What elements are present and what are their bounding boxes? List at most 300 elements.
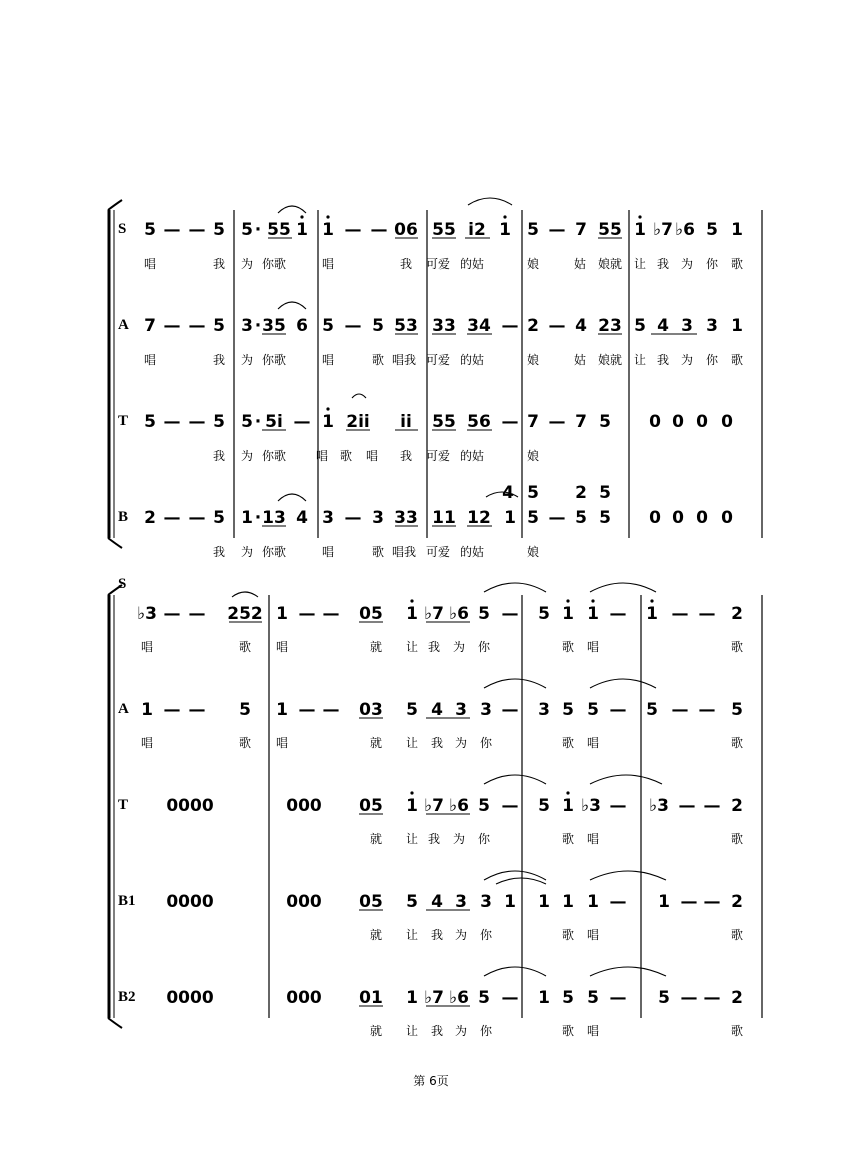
lyric: 我 xyxy=(430,736,444,750)
note: 4 xyxy=(431,700,443,720)
lyric: 唱 xyxy=(143,353,157,367)
lyric: 为 xyxy=(452,832,466,846)
note: 7 xyxy=(144,316,156,336)
lyric: 唱我 xyxy=(391,545,417,559)
note: 5 xyxy=(527,508,539,528)
note: 5 xyxy=(731,700,743,720)
note: — xyxy=(609,796,627,816)
lyric: 我 xyxy=(427,832,441,846)
note: 0 xyxy=(672,508,684,528)
note: 1 xyxy=(322,412,334,432)
octave-dot xyxy=(566,791,569,794)
note: 5 xyxy=(478,604,490,624)
note: 1 xyxy=(406,988,418,1008)
lyric: 我 xyxy=(212,257,226,271)
lyric: 就 xyxy=(369,928,383,942)
note: 5 xyxy=(706,220,718,240)
note: 5 xyxy=(213,316,225,336)
note: 7 xyxy=(575,412,587,432)
note: — xyxy=(344,220,362,240)
note: 3 xyxy=(241,316,253,336)
note: 2 xyxy=(144,508,156,528)
note: ♭6 xyxy=(449,796,469,816)
lyric: 唱 xyxy=(140,736,154,750)
lyric: 你 xyxy=(477,832,491,846)
lyric: 为 xyxy=(240,353,254,367)
note: 55 xyxy=(598,220,622,240)
lyric: 唱 xyxy=(586,736,600,750)
slur xyxy=(590,583,656,592)
lyric: 歌 xyxy=(371,353,385,367)
note: 01 xyxy=(359,988,383,1008)
note: 53 xyxy=(394,316,418,336)
note: 23 xyxy=(598,316,622,336)
lyric: 为 xyxy=(240,449,254,463)
lyric: 的姑 xyxy=(459,545,485,559)
note: 3 xyxy=(455,700,467,720)
octave-dot xyxy=(300,215,303,218)
lyric: 唱 xyxy=(586,1024,600,1038)
note: 33 xyxy=(394,508,418,528)
octave-dot xyxy=(638,215,641,218)
note: 3 xyxy=(322,508,334,528)
note: 0000 xyxy=(166,892,214,912)
note: · xyxy=(254,508,262,528)
note: 3 xyxy=(480,700,492,720)
note: — xyxy=(698,700,716,720)
lyric: 歌 xyxy=(561,1024,575,1038)
note: 35 xyxy=(262,316,286,336)
note: — xyxy=(703,796,721,816)
note: 1 xyxy=(634,220,646,240)
upper-note: 2 xyxy=(575,483,587,503)
note: ♭6 xyxy=(675,220,695,240)
note: 05 xyxy=(359,604,383,624)
note: 5 xyxy=(213,508,225,528)
slur xyxy=(278,494,306,501)
lyric: 让 xyxy=(633,353,647,367)
note: 0 xyxy=(721,412,733,432)
lyric: 娘 xyxy=(526,449,540,463)
note: 2 xyxy=(527,316,539,336)
note: 1 xyxy=(276,604,288,624)
note: 55 xyxy=(267,220,291,240)
note: 000 xyxy=(286,796,322,816)
lyric: 的姑 xyxy=(459,449,485,463)
lyric: 可爱 xyxy=(425,353,451,367)
note: 000 xyxy=(286,988,322,1008)
lyric: 唱 xyxy=(140,640,154,654)
lyric: 唱 xyxy=(275,736,289,750)
upper-note: 4 xyxy=(502,483,514,503)
lyric: 姑 xyxy=(573,257,587,271)
lyric: 就 xyxy=(369,640,383,654)
lyric: 我 xyxy=(430,928,444,942)
note: 5 xyxy=(406,700,418,720)
note: 5 xyxy=(646,700,658,720)
part-label-B1: B1 xyxy=(118,893,136,909)
bracket-bottom-hook xyxy=(108,1018,122,1028)
note: ♭6 xyxy=(449,988,469,1008)
slur xyxy=(590,967,666,976)
note: 0 xyxy=(721,508,733,528)
note: — xyxy=(501,796,519,816)
lyric: 你 xyxy=(479,1024,493,1038)
lyric: 唱 xyxy=(143,257,157,271)
lyric: 歌 xyxy=(730,257,744,271)
lyric: 你 xyxy=(479,736,493,750)
note: — xyxy=(501,604,519,624)
slur xyxy=(590,679,656,688)
note: — xyxy=(298,604,316,624)
note: — xyxy=(163,700,181,720)
note: 1 xyxy=(141,700,153,720)
lyric: 歌 xyxy=(730,1024,744,1038)
lyric: 为 xyxy=(454,928,468,942)
lyric: 让 xyxy=(633,257,647,271)
note: 3 xyxy=(455,892,467,912)
lyric: 娘就 xyxy=(597,257,623,271)
note: ♭7 xyxy=(424,604,444,624)
octave-dot xyxy=(410,599,413,602)
note: 2 xyxy=(731,604,743,624)
lyric: 唱 xyxy=(321,353,335,367)
lyric: 为 xyxy=(454,736,468,750)
note: 0 xyxy=(672,412,684,432)
lyric: 唱 xyxy=(321,545,335,559)
lyric: 歌 xyxy=(730,640,744,654)
note: — xyxy=(322,604,340,624)
note: ♭7 xyxy=(424,796,444,816)
lyric: 我 xyxy=(656,257,670,271)
note: 0 xyxy=(696,508,708,528)
upper-note: 5 xyxy=(527,483,539,503)
note: — xyxy=(188,604,206,624)
lyric: 让 xyxy=(405,832,419,846)
part-label-T: T xyxy=(118,797,129,813)
note: 5 xyxy=(562,700,574,720)
note: — xyxy=(501,412,519,432)
lyric: 歌 xyxy=(561,928,575,942)
note: 0 xyxy=(649,508,661,528)
note: — xyxy=(163,316,181,336)
note: 1 xyxy=(587,892,599,912)
lyric: 歌 xyxy=(730,832,744,846)
note: 12 xyxy=(467,508,491,528)
note: 1 xyxy=(562,604,574,624)
note: i2 xyxy=(468,220,486,240)
note: 5 xyxy=(478,988,490,1008)
note: 0000 xyxy=(166,796,214,816)
lyric: 为 xyxy=(240,545,254,559)
note: — xyxy=(188,508,206,528)
note: 5 xyxy=(241,412,253,432)
note: — xyxy=(609,892,627,912)
lyric: 我 xyxy=(212,545,226,559)
upper-note: 5 xyxy=(599,483,611,503)
lyric: 你 xyxy=(705,257,719,271)
part-label-B2: B2 xyxy=(118,989,136,1005)
note: — xyxy=(609,988,627,1008)
lyric: 为 xyxy=(680,353,694,367)
note: 5 xyxy=(527,220,539,240)
note: 5 xyxy=(599,412,611,432)
octave-dot xyxy=(326,407,329,410)
lyric: 娘 xyxy=(526,257,540,271)
lyric: 为 xyxy=(680,257,694,271)
note: 3 xyxy=(372,508,384,528)
note: 4 xyxy=(575,316,587,336)
lyric: 歌 xyxy=(730,353,744,367)
note: 1 xyxy=(499,220,511,240)
note: 1 xyxy=(406,604,418,624)
lyric: 可爱 xyxy=(425,545,451,559)
note: 5 xyxy=(406,892,418,912)
note: 4 xyxy=(431,892,443,912)
note: — xyxy=(344,508,362,528)
note: · xyxy=(254,412,262,432)
note: ♭3 xyxy=(137,604,157,624)
note: — xyxy=(163,412,181,432)
lyric: 就 xyxy=(369,736,383,750)
slur xyxy=(590,871,666,880)
octave-dot xyxy=(410,791,413,794)
note: ii xyxy=(400,412,412,432)
note: — xyxy=(548,412,566,432)
lyric: 歌 xyxy=(238,640,252,654)
note: 1 xyxy=(504,508,516,528)
lyric: 歌 xyxy=(561,832,575,846)
lyric: 歌 xyxy=(730,736,744,750)
note: 1 xyxy=(587,604,599,624)
note: 3 xyxy=(706,316,718,336)
note: 0 xyxy=(696,412,708,432)
note: 1 xyxy=(731,316,743,336)
note: ♭3 xyxy=(649,796,669,816)
lyric: 可爱 xyxy=(425,449,451,463)
note: 1 xyxy=(562,796,574,816)
note: 5 xyxy=(144,412,156,432)
lyric: 可爱 xyxy=(425,257,451,271)
lyric: 唱 xyxy=(586,640,600,654)
note: 2 xyxy=(731,988,743,1008)
note: 5 xyxy=(587,700,599,720)
lyric: 歌 xyxy=(238,736,252,750)
note: — xyxy=(293,412,311,432)
note: — xyxy=(188,700,206,720)
lyric: 唱 xyxy=(315,449,329,463)
note: 5 xyxy=(575,508,587,528)
note: — xyxy=(501,700,519,720)
lyric: 让 xyxy=(405,928,419,942)
note: 5 xyxy=(599,508,611,528)
lyric: 我 xyxy=(212,353,226,367)
octave-dot xyxy=(650,599,653,602)
note: ♭7 xyxy=(653,220,673,240)
lyric: 娘就 xyxy=(597,353,623,367)
bracket-bottom-hook xyxy=(108,538,122,548)
slur xyxy=(496,878,546,884)
note: 5 xyxy=(478,796,490,816)
note: 252 xyxy=(227,604,263,624)
page-number: 第 6页 xyxy=(413,1074,449,1088)
note: 5 xyxy=(322,316,334,336)
note: 11 xyxy=(432,508,456,528)
note: 7 xyxy=(527,412,539,432)
lyric: 我 xyxy=(212,449,226,463)
lyric: 娘 xyxy=(526,353,540,367)
lyric: 的姑 xyxy=(459,257,485,271)
note: 2 xyxy=(731,796,743,816)
note: — xyxy=(163,220,181,240)
note: ♭3 xyxy=(581,796,601,816)
note: — xyxy=(370,220,388,240)
slur xyxy=(484,967,546,976)
lyric: 你歌 xyxy=(261,257,287,271)
note: — xyxy=(680,892,698,912)
note: 2ii xyxy=(346,412,370,432)
note: 3 xyxy=(538,700,550,720)
slur xyxy=(484,583,546,592)
note: ♭6 xyxy=(449,604,469,624)
note: 4 xyxy=(657,316,669,336)
note: 5 xyxy=(538,604,550,624)
note: 05 xyxy=(359,892,383,912)
note: 33 xyxy=(432,316,456,336)
part-label-T: T xyxy=(118,413,129,429)
lyric: 你歌 xyxy=(261,449,287,463)
slur xyxy=(278,206,306,213)
note: 13 xyxy=(262,508,286,528)
lyric: 你歌 xyxy=(261,545,287,559)
note: — xyxy=(322,700,340,720)
lyric: 我 xyxy=(427,640,441,654)
part-label-A: A xyxy=(118,317,129,333)
note: — xyxy=(698,604,716,624)
lyric: 为 xyxy=(454,1024,468,1038)
note: 1 xyxy=(562,892,574,912)
note: 5 xyxy=(538,796,550,816)
note: 000 xyxy=(286,892,322,912)
note: — xyxy=(548,508,566,528)
note: — xyxy=(501,316,519,336)
lyric: 就 xyxy=(369,832,383,846)
note: 1 xyxy=(658,892,670,912)
lyric: 你 xyxy=(705,353,719,367)
note: 5 xyxy=(213,220,225,240)
note: 5 xyxy=(372,316,384,336)
lyric: 歌 xyxy=(371,545,385,559)
note: 0000 xyxy=(166,988,214,1008)
note: — xyxy=(703,988,721,1008)
note: 1 xyxy=(538,892,550,912)
part-label-B: B xyxy=(118,509,129,525)
note: — xyxy=(678,796,696,816)
note: — xyxy=(609,604,627,624)
note: — xyxy=(188,220,206,240)
note: — xyxy=(680,988,698,1008)
note: · xyxy=(254,220,262,240)
note: — xyxy=(298,700,316,720)
octave-dot xyxy=(326,215,329,218)
lyric: 唱我 xyxy=(391,353,417,367)
note: 5 xyxy=(241,220,253,240)
lyric: 你歌 xyxy=(261,353,287,367)
note: — xyxy=(501,988,519,1008)
lyric: 让 xyxy=(405,640,419,654)
octave-dot xyxy=(566,599,569,602)
part-label-A: A xyxy=(118,701,129,717)
note: — xyxy=(188,412,206,432)
lyric: 就 xyxy=(369,1024,383,1038)
note: 06 xyxy=(394,220,418,240)
note: · xyxy=(254,316,262,336)
note: 1 xyxy=(241,508,253,528)
lyric: 歌 xyxy=(561,736,575,750)
lyric: 唱 xyxy=(275,640,289,654)
note: — xyxy=(671,700,689,720)
note: 1 xyxy=(296,220,308,240)
note: 3 xyxy=(681,316,693,336)
lyric: 唱 xyxy=(586,832,600,846)
lyric: 的姑 xyxy=(459,353,485,367)
octave-dot xyxy=(503,215,506,218)
note: — xyxy=(188,316,206,336)
slur xyxy=(590,775,662,784)
note: 5 xyxy=(213,412,225,432)
note: 5i xyxy=(265,412,283,432)
note: 5 xyxy=(239,700,251,720)
note: 7 xyxy=(575,220,587,240)
octave-dot xyxy=(591,599,594,602)
lyric: 我 xyxy=(430,1024,444,1038)
lyric: 为 xyxy=(452,640,466,654)
note: 5 xyxy=(587,988,599,1008)
lyric: 让 xyxy=(405,736,419,750)
note: 1 xyxy=(731,220,743,240)
note: 1 xyxy=(504,892,516,912)
lyric: 我 xyxy=(399,257,413,271)
note: — xyxy=(703,892,721,912)
note: — xyxy=(671,604,689,624)
lyric: 歌 xyxy=(561,640,575,654)
note: — xyxy=(548,316,566,336)
lyric: 我 xyxy=(399,449,413,463)
note: ♭7 xyxy=(424,988,444,1008)
note: 34 xyxy=(467,316,491,336)
slur xyxy=(484,775,546,784)
lyric: 唱 xyxy=(321,257,335,271)
slur xyxy=(468,198,512,205)
note: 56 xyxy=(467,412,491,432)
note: — xyxy=(609,700,627,720)
lyric: 为 xyxy=(240,257,254,271)
note: 1 xyxy=(406,796,418,816)
note: 1 xyxy=(646,604,658,624)
lyric: 歌 xyxy=(730,928,744,942)
part-label-S: S xyxy=(118,221,127,237)
note: 1 xyxy=(538,988,550,1008)
note: 5 xyxy=(634,316,646,336)
note: 5 xyxy=(144,220,156,240)
lyric: 你 xyxy=(479,928,493,942)
slur xyxy=(352,394,366,398)
lyric: 我 xyxy=(656,353,670,367)
note: 55 xyxy=(432,412,456,432)
slur xyxy=(232,592,258,597)
note: 3 xyxy=(480,892,492,912)
note: 6 xyxy=(296,316,308,336)
